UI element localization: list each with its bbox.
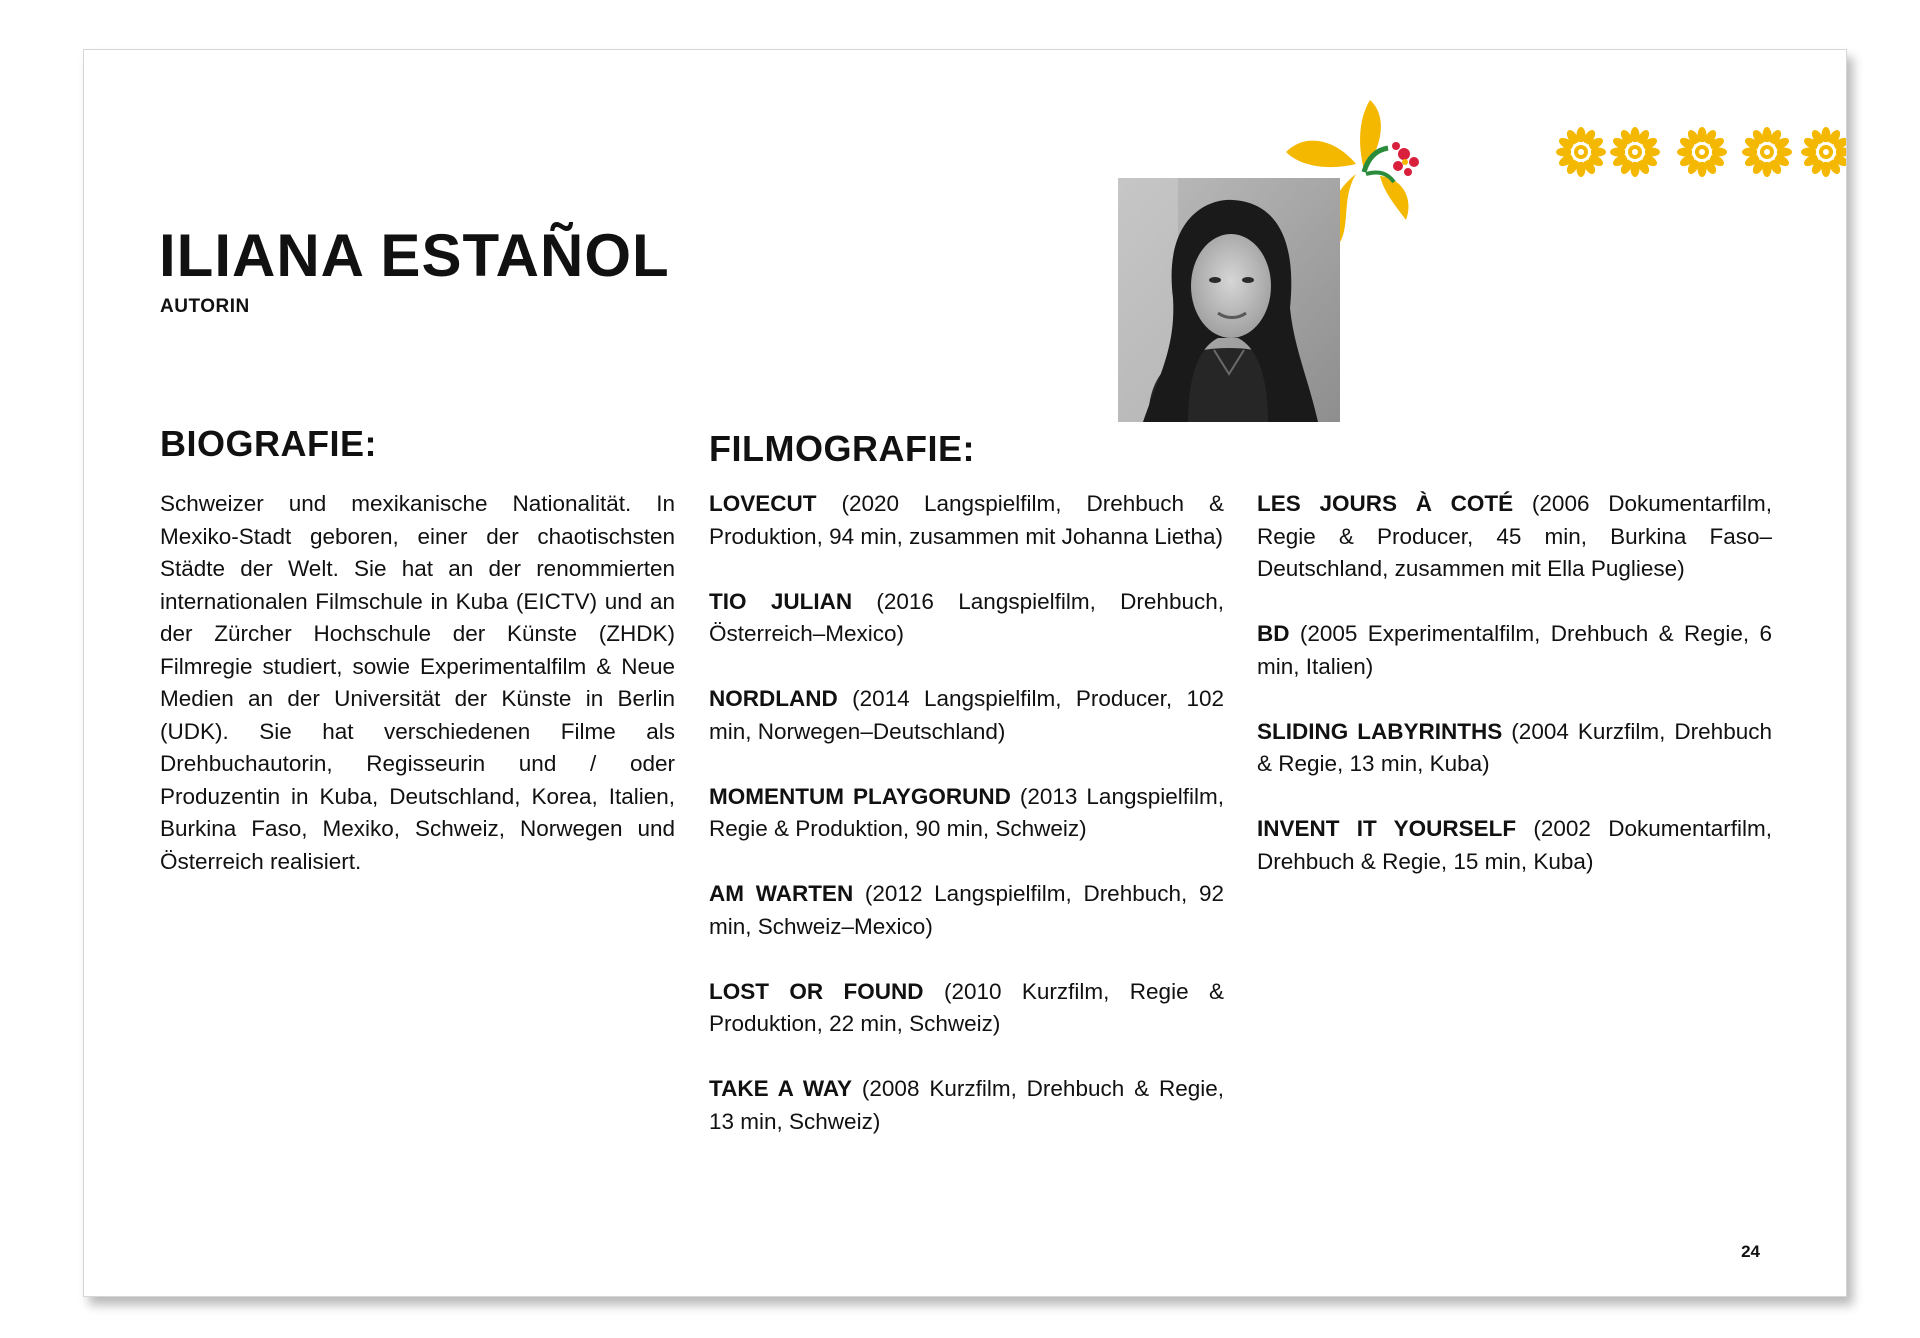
page-number: 24 [1741,1242,1760,1261]
film-title: LES JOURS À COTÉ [1257,491,1514,516]
film-entry [709,1073,1224,1138]
portrait-photo [1118,178,1340,422]
film-entry [709,976,1224,1041]
film-details: (2004 Kurzfilm, Drehbuch & Regie, 13 min, Kuba) [1257,718,1772,776]
film-entry [709,781,1224,846]
portrait-image [1118,178,1340,422]
film-entry [1257,813,1772,878]
film-title: LOVECUT [709,491,817,516]
sunflower-icon [1742,127,1792,177]
film-title: MOMENTUM PLAYGORUND [709,783,1011,809]
biography-text: Schweizer und mexikanische Nationalität. In Mexiko-Stadt geboren, einer der chaotischsten Städte der Welt. Sie hat an der renommierten internationalen Filmschule in Kuba (EICTV) und an der Zürcher Hochschule der Künste (ZHDK) Filmregie studiert, sowie Experimentalfilm & Neue Medien an der Universität der Künste in Berlin (UDK). Sie hat verschiedenen Filme als Drehbuchautorin, Regisseurin und / oder Produzentin in Kuba, Deutschland, Korea, Italien, Burkina Faso, Mexiko, Schweiz, Norwegen und Österreich realisiert. [160,491,675,874]
filmography-column-2 [1257,488,1772,911]
person-role: AUTORIN [160,296,250,317]
film-title: NORDLAND [709,686,838,711]
film-details: (2012 Langspielfilm, Drehbuch, 92 min, Schweiz–Mexico) [709,881,1224,939]
film-title: BD [1257,621,1290,646]
person-name: ILIANA ESTAÑOL [159,222,670,289]
film-entry [709,586,1224,651]
film-title: SLIDING LABYRINTHS [1257,718,1503,744]
sunflower-icon [1677,127,1727,177]
film-details: (2005 Experimentalfilm, Drehbuch & Regie, 6 min, Italien) [1257,621,1772,679]
film-details: (2013 Langspielfilm, Regie & Produktion, 90 min, Schweiz) [709,783,1224,841]
brochure-page [83,49,1847,1297]
biography-heading: BIOGRAFIE: [160,423,377,464]
film-title: TAKE A WAY [709,1076,853,1101]
sunflower-icon [1556,127,1606,177]
film-title: LOST OR FOUND [709,978,924,1004]
film-details: (2008 Kurzfilm, Drehbuch & Regie, 13 min, Schweiz) [709,1076,1224,1134]
film-details: (2010 Kurzfilm, Regie & Produktion, 22 min, Schweiz) [709,978,1224,1036]
sunflower-icon [1610,127,1660,177]
film-details: (2014 Langspielfilm, Producer, 102 min, Norwegen–Deutschland) [709,686,1224,744]
film-entry [709,488,1224,553]
film-details: (2016 Langspielfilm, Drehbuch, Österreich–Mexico) [709,588,1224,646]
film-details: (2020 Langspielfilm, Drehbuch & Produktion, 94 min, zusammen mit Johanna Lietha) [709,491,1224,549]
film-details: (2002 Dokumentarfilm, Drehbuch & Regie, 15 min, Kuba) [1257,816,1772,874]
sunflower-icon [1801,127,1847,177]
film-title: INVENT IT YOURSELF [1257,816,1517,841]
film-entry [1257,488,1772,586]
film-entry [709,683,1224,748]
film-title: AM WARTEN [709,881,854,906]
film-details: (2006 Dokumentarfilm, Regie & Producer, 45 min, Burkina Faso–Deutschland, zusammen mit Ella Pugliese) [1257,491,1772,581]
film-entry [709,878,1224,943]
filmography-column-1 [709,488,1224,1171]
film-entry [1257,716,1772,781]
filmography-heading: FILMOGRAFIE: [709,428,975,469]
film-entry [1257,618,1772,683]
sunflower-border [1554,124,1847,184]
film-title: TIO JULIAN [709,588,853,614]
